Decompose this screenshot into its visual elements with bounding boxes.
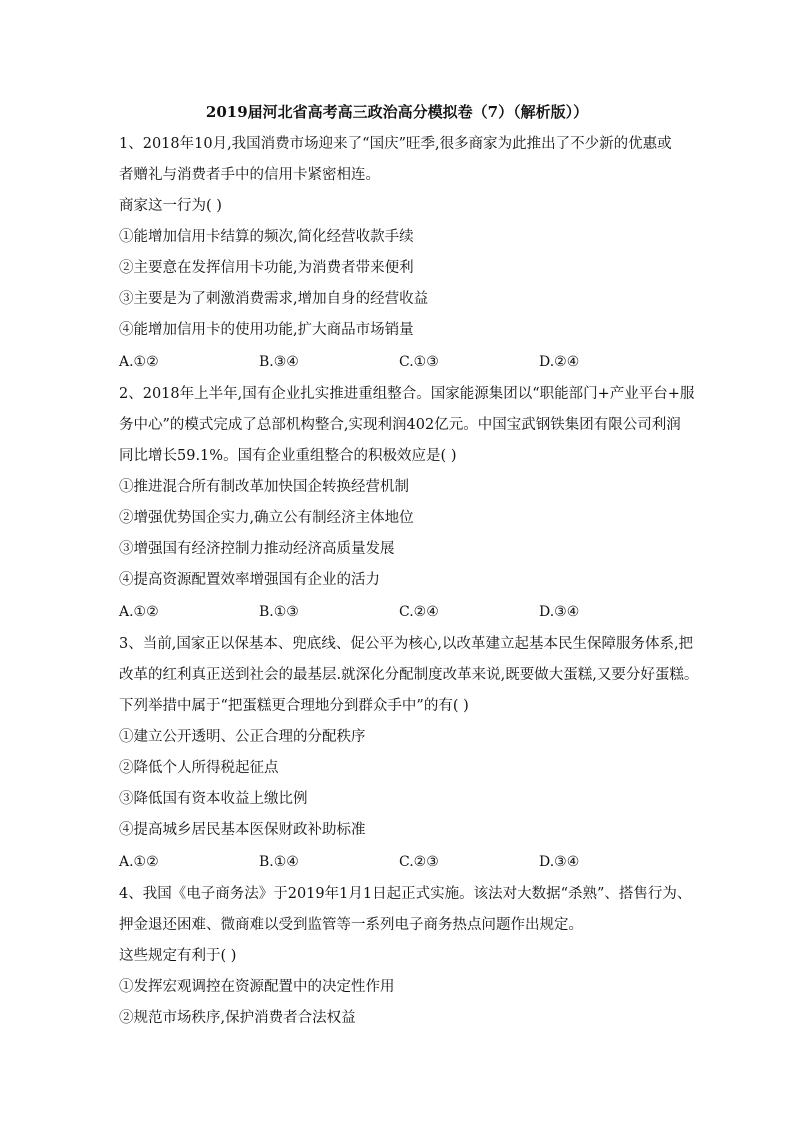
question-4-item-1: ①发挥宏观调控在资源配置中的决定性作用 bbox=[119, 979, 395, 995]
question-2-item-3: ③增强国有经济控制力推动经济高质量发展 bbox=[119, 541, 395, 557]
question-1-option-a: A.①② bbox=[119, 354, 159, 370]
question-2-option-d: D.③④ bbox=[539, 604, 580, 620]
question-1-option-d: D.②④ bbox=[539, 354, 580, 370]
question-3-item-2: ②降低个人所得税起征点 bbox=[119, 760, 279, 776]
question-4-stem-line-2: 押金退还困难、微商难以受到监管等一系列电子商务热点问题作出规定。 bbox=[119, 917, 583, 933]
question-1-stem-line-2: 者赠礼与消费者手中的信用卡紧密相连。 bbox=[119, 167, 380, 183]
question-3-option-d: D.③④ bbox=[539, 854, 580, 870]
question-1-stem-line-3: 商家这一行为( ) bbox=[119, 198, 222, 214]
question-1-stem-line-1: 1、2018年10月,我国消费市场迎来了“国庆”旺季,很多商家为此推出了不少新的优惠或 bbox=[119, 136, 672, 152]
question-2-option-a: A.①② bbox=[119, 604, 159, 620]
question-2-item-1: ①推进混合所有制改革加快国企转换经营机制 bbox=[119, 479, 409, 495]
question-3-item-3: ③降低国有资本收益上缴比例 bbox=[119, 791, 308, 807]
question-4-item-2: ②规范市场秩序,保护消费者合法权益 bbox=[119, 1010, 356, 1026]
question-3-option-c: C.②③ bbox=[399, 854, 439, 870]
question-3-item-4: ④提高城乡居民基本医保财政补助标准 bbox=[119, 822, 366, 838]
question-2-item-4: ④提高资源配置效率增强国有企业的活力 bbox=[119, 572, 380, 588]
question-3-option-a: A.①② bbox=[119, 854, 159, 870]
question-1-item-2: ②主要意在发挥信用卡功能,为消费者带来便利 bbox=[119, 260, 414, 276]
question-2-item-2: ②增强优势国企实力,确立公有制经济主体地位 bbox=[119, 510, 414, 526]
question-1-option-c: C.①③ bbox=[399, 354, 439, 370]
question-4-stem-line-3: 这些规定有利于( ) bbox=[119, 948, 237, 964]
question-1-item-4: ④能增加信用卡的使用功能,扩大商品市场销量 bbox=[119, 322, 414, 338]
question-1-item-1: ①能增加信用卡结算的频次,简化经营收款手续 bbox=[119, 229, 414, 245]
question-3-item-1: ①建立公开透明、公正合理的分配秩序 bbox=[119, 729, 366, 745]
question-2-stem-line-1: 2、2018年上半年,国有企业扎实推进重组整合。国家能源集团以“职能部门+产业平台+服 bbox=[119, 386, 695, 402]
question-1-option-b: B.③④ bbox=[259, 354, 299, 370]
document-title: 2019届河北省高考高三政治高分模拟卷（7）（解析版）） bbox=[205, 103, 589, 121]
question-2-stem-line-2: 务中心”的模式完成了总部机构整合,实现利润402亿元。中国宝武钢铁集团有限公司利润 bbox=[119, 417, 681, 433]
question-3-option-b: B.①④ bbox=[259, 854, 299, 870]
question-3-stem-line-2: 改革的红利真正送到社会的最基层.就深化分配制度改革来说,既要做大蛋糕,又要分好蛋糕。 bbox=[119, 667, 699, 683]
question-3-stem-line-1: 3、当前,国家正以保基本、兜底线、促公平为核心,以改革建立起基本民生保障服务体系,把 bbox=[119, 636, 694, 652]
question-2-option-b: B.①③ bbox=[259, 604, 299, 620]
question-4-stem-line-1: 4、我国《电子商务法》于2019年1月1日起正式实施。该法对大数据“杀熟”、搭售行为、 bbox=[119, 886, 692, 902]
question-3-stem-line-3: 下列举措中属于“把蛋糕更合理地分到群众手中”的有( ) bbox=[119, 698, 469, 714]
question-2-option-c: C.②④ bbox=[399, 604, 439, 620]
question-1-item-3: ③主要是为了刺激消费需求,增加自身的经营收益 bbox=[119, 291, 429, 307]
question-2-stem-line-3: 同比增长59.1%。国有企业重组整合的积极效应是( ) bbox=[119, 448, 457, 464]
